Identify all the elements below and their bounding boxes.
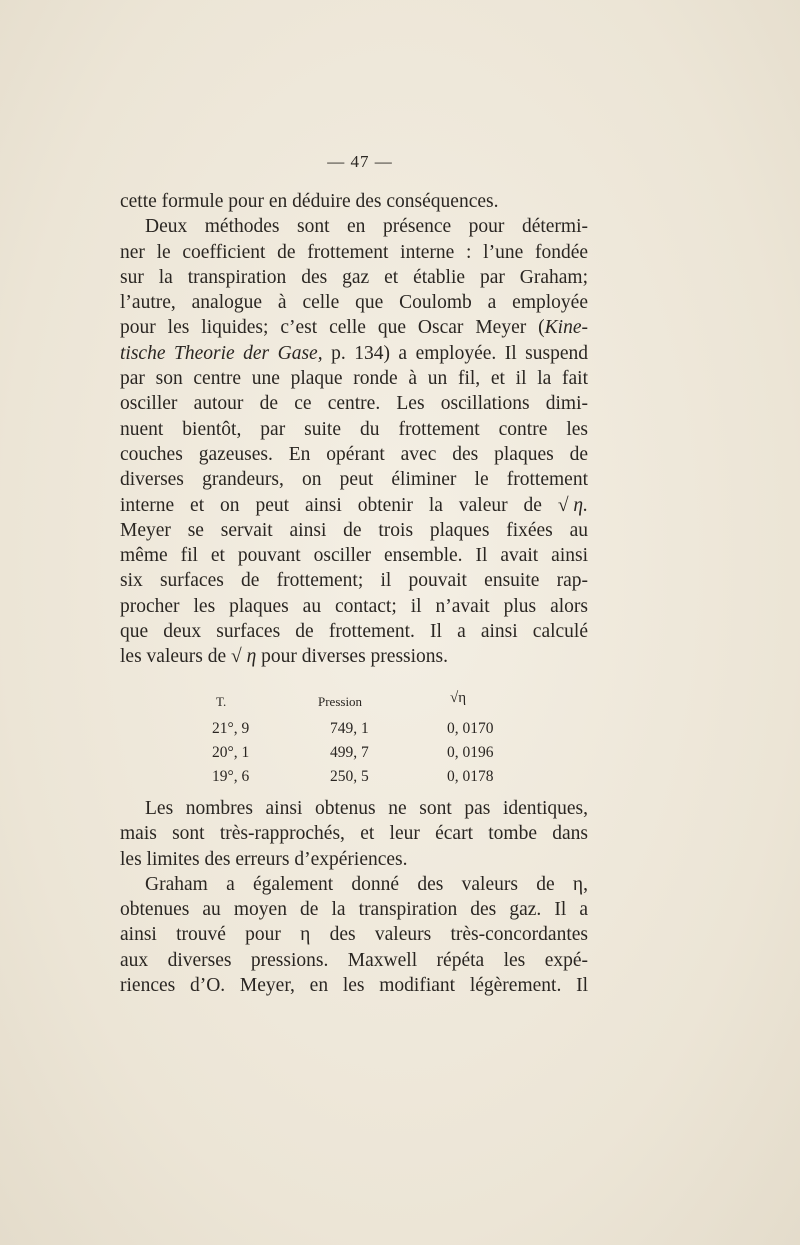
text-line: procher les plaques au contact; il n’avait plus alors — [120, 595, 588, 617]
table-header-row — [120, 690, 588, 720]
table-cell: 21°, 9 — [212, 720, 250, 737]
page-number: — 47 — — [327, 152, 393, 171]
column-header: Pression — [318, 694, 363, 709]
text-line: aux diverses pressions. Maxwell répéta les expé- — [120, 949, 588, 971]
text-fragment: pour diverses pressions. — [256, 646, 449, 668]
book-title-italic: tische Theorie der Gase, — [120, 342, 323, 364]
text-line — [120, 493, 588, 518]
table-cell: 499, 7 — [330, 744, 369, 761]
table-row — [120, 720, 588, 744]
text-line: obtenues au moyen de la transpiration des gaz. Il a — [120, 899, 588, 921]
table-cell: 20°, 1 — [212, 744, 250, 761]
text-line: diverses grandeurs, on peut éliminer le frottement — [120, 469, 588, 491]
column-header: T. — [216, 694, 227, 709]
body-text — [120, 796, 588, 998]
text-line: sur la transpiration des gaz et établie par Graham; — [120, 266, 588, 288]
text-line: Deux méthodes sont en présence pour détermi- — [145, 216, 588, 238]
text-line: Meyer se servait ainsi de trois plaques fixées au — [120, 519, 588, 541]
text-line: même fil et pouvant osciller ensemble. Il avait ainsi — [120, 545, 588, 567]
text-line: riences d’O. Meyer, en les modifiant légèrement. Il — [120, 975, 588, 997]
table-cell: 0, 0170 — [447, 720, 494, 737]
text-line — [120, 315, 588, 340]
text-line: osciller autour de ce centre. Les oscillations dimi- — [120, 393, 588, 415]
text-line: les limites des erreurs d’expériences. — [120, 848, 408, 870]
text-fragment: interne et on peut ainsi obtenir la valeur de — [120, 494, 558, 516]
sqrt-eta-symbol: √ η. — [557, 494, 588, 516]
text-line — [120, 341, 588, 366]
table-cell: 19°, 6 — [212, 768, 250, 785]
text-line: Les nombres ainsi obtenus ne sont pas identiques, — [145, 798, 588, 819]
text-line — [120, 644, 588, 669]
data-table — [120, 690, 588, 792]
text-line: ainsi trouvé pour η des valeurs très-concordantes — [120, 924, 588, 946]
text-line: nuent bientôt, par suite du frottement contre les — [120, 418, 588, 440]
text-line: par son centre une plaque ronde à un fil, et il la fait — [120, 368, 588, 390]
column-header: √η — [450, 690, 467, 706]
body-text — [120, 189, 588, 670]
table-cell: 749, 1 — [330, 720, 369, 737]
book-title-italic: Kine- — [544, 317, 588, 339]
text-fragment: les valeurs de — [120, 646, 232, 668]
table-cell: 0, 0178 — [447, 768, 494, 785]
text-line: l’autre, analogue à celle que Coulomb a employée — [120, 292, 588, 314]
text-fragment: pour les liquides; c’est celle que Oscar Meyer ( — [120, 317, 545, 339]
text-line: que deux surfaces de frottement. Il a ainsi calculé — [120, 621, 588, 643]
text-line: ner le coefficient de frottement interne : l’une fondée — [120, 241, 588, 263]
table-row — [120, 744, 588, 768]
text-fragment: p. 134) a employée. Il suspend — [322, 342, 588, 364]
text-line: mais sont très-rapprochés, et leur écart tombe dans — [120, 823, 588, 845]
text-line: six surfaces de frottement; il pouvait ensuite rap- — [120, 570, 588, 592]
sqrt-eta-symbol: √ η — [231, 646, 257, 668]
table-row — [120, 768, 588, 792]
text-line: cette formule pour en déduire des conséquences. — [120, 191, 499, 212]
table-cell: 250, 5 — [330, 768, 369, 785]
table-cell: 0, 0196 — [447, 744, 494, 761]
text-line: Graham a également donné des valeurs de η, — [145, 873, 588, 895]
text-line: couches gazeuses. En opérant avec des plaques de — [120, 443, 588, 465]
